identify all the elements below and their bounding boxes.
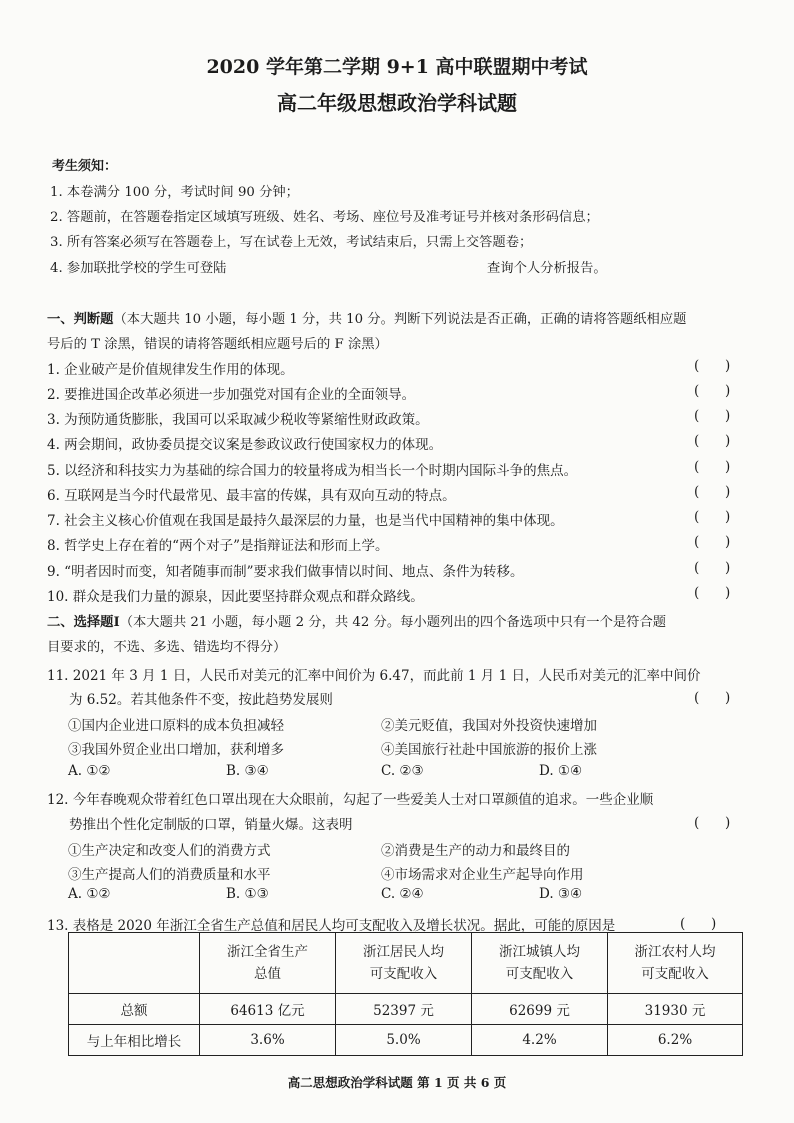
table-header-cell: 浙江城镇人均 可支配收入 xyxy=(472,933,608,994)
table-header-cell: 浙江居民人均 可支配收入 xyxy=(336,933,472,994)
notice-item: 4. 参加联批学校的学生可登陆 xyxy=(50,261,227,276)
q11-item: ③我国外贸企业出口增加，获利增多 xyxy=(68,742,284,758)
section2-desc: （本大题共 21 小题，每小题 2 分，共 42 分。每小题列出的四个备选项中只有一个是符合题 xyxy=(119,615,667,630)
notice-item: 3. 所有答案必须写在答题卷上，写在试卷上无效，考试结束后，只需上交答题卷； xyxy=(50,235,533,250)
table-cell: 64613 亿元 xyxy=(200,994,336,1025)
notice-heading: 考生须知： xyxy=(52,159,118,174)
judge-question: 10. 群众是我们力量的源泉，因此要坚持群众观点和群众路线。 xyxy=(47,589,424,605)
section1-desc-2: 号后的 T 涂黑，错误的请将答题纸相应题号后的 F 涂黑） xyxy=(47,337,388,352)
q12-choice-d: D. ③④ xyxy=(539,886,583,902)
q11-item: ②美元贬值，我国对外投资快速增加 xyxy=(381,718,597,734)
judge-question: 5. 以经济和科技实力为基础的综合国力的较量将成为相当长一个时期内国际斗争的焦点。 xyxy=(47,463,578,479)
q11-stem-2: 为 6.52。若其他条件不变，按此趋势发展则 xyxy=(69,692,333,708)
page-footer: 高二思想政治学科试题 第 1 页 共 6 页 xyxy=(287,1075,507,1090)
income-table xyxy=(68,932,743,1056)
answer-bracket: ( ) xyxy=(694,459,731,475)
answer-bracket: ( ) xyxy=(694,585,731,601)
answer-bracket: ( ) xyxy=(694,433,731,449)
exam-title: 2020 学年第二学期 9+1 高中联盟期中考试 xyxy=(206,56,588,78)
table-cell: 3.6% xyxy=(200,1025,336,1056)
table-row xyxy=(69,994,743,1025)
section2-heading xyxy=(47,611,666,630)
table-cell: 总额 xyxy=(69,994,200,1025)
judge-question: 7. 社会主义核心价值观在我国是最持久最深层的力量，也是当代中国精神的集中体现。 xyxy=(47,513,564,529)
table-cell: 4.2% xyxy=(472,1025,608,1056)
table-header-cell: 浙江农村人均 可支配收入 xyxy=(608,933,743,994)
table-cell: 与上年相比增长 xyxy=(69,1025,200,1056)
answer-bracket: ( ) xyxy=(694,509,731,525)
judge-question: 8. 哲学史上存在着的“两个对子”是指辩证法和形而上学。 xyxy=(47,538,389,554)
table-header-cell: 浙江全省生产 总值 xyxy=(200,933,336,994)
q11-item: ①国内企业进口原料的成本负担减轻 xyxy=(68,718,284,734)
answer-bracket: ( ) xyxy=(694,534,731,550)
table-cell: 6.2% xyxy=(608,1025,743,1056)
notice-item: 1. 本卷满分 100 分，考试时间 90 分钟； xyxy=(50,185,299,200)
q11-item: ④美国旅行社赴中国旅游的报价上涨 xyxy=(381,742,597,758)
section1-heading xyxy=(47,308,686,327)
table-cell: 5.0% xyxy=(336,1025,472,1056)
q11-choice-c: C. ②③ xyxy=(381,763,424,779)
table-cell: 31930 元 xyxy=(608,994,743,1025)
table-cell: 52397 元 xyxy=(336,994,472,1025)
section2-desc-2: 目要求的，不选、多选、错选均不得分） xyxy=(47,640,287,655)
judge-question: 4. 两会期间，政协委员提交议案是参政议政行使国家权力的体现。 xyxy=(47,437,443,453)
q12-item: ②消费是生产的动力和最终目的 xyxy=(381,843,570,859)
table-header-cell xyxy=(69,933,200,994)
judge-question: 2. 要推进国企改革必须进一步加强党对国有企业的全面领导。 xyxy=(47,387,416,403)
q13-stem: 13. 表格是 2020 年浙江全省生产总值和居民人均可支配收入及增长状况。据此，可能的原因是 xyxy=(47,918,616,934)
answer-bracket: ( ) xyxy=(694,484,731,500)
answer-bracket: ( ) xyxy=(694,560,731,576)
notice-item: 查询个人分析报告。 xyxy=(487,261,607,276)
q11-choice-b: B. ③④ xyxy=(226,763,269,779)
table-cell: 62699 元 xyxy=(472,994,608,1025)
q12-choice-c: C. ②④ xyxy=(381,886,424,902)
judge-question: 9. “明者因时而变，知者随事而制”要求我们做事情以时间、地点、条件为转移。 xyxy=(47,564,524,580)
answer-bracket: ( ) xyxy=(680,916,717,932)
q12-stem-2: 势推出个性化定制版的口罩，销量火爆。这表明 xyxy=(69,817,353,833)
answer-bracket: ( ) xyxy=(694,690,731,706)
judge-question: 3. 为预防通货膨胀，我国可以采取减少税收等紧缩性财政政策。 xyxy=(47,412,429,428)
q12-item: ①生产决定和改变人们的消费方式 xyxy=(68,843,271,859)
notice-item: 2. 答题前，在答题卷指定区域填写班级、姓名、考场、座位号及准考证号并核对条形码信息； xyxy=(50,210,599,225)
q11-stem: 11. 2021 年 3 月 1 日，人民币对美元的汇率中间价为 6.47，而此前 1 月 1 日，人民币对美元的汇率中间价 xyxy=(47,668,701,684)
answer-bracket: ( ) xyxy=(694,408,731,424)
q12-choice-a: A. ①② xyxy=(68,886,111,902)
judge-question: 1. 企业破产是价值规律发生作用的体现。 xyxy=(47,362,294,378)
q11-choice-d: D. ①④ xyxy=(539,763,583,779)
judge-question: 6. 互联网是当今时代最常见、最丰富的传媒，具有双向互动的特点。 xyxy=(47,488,456,504)
section2-title: 二、选择题Ⅰ xyxy=(47,615,120,630)
section1-desc: （本大题共 10 小题，每小题 1 分，共 10 分。判断下列说法是否正确，正确的请将答题纸相应题 xyxy=(113,312,687,327)
exam-subtitle: 高二年级思想政治学科试题 xyxy=(277,91,517,115)
q12-stem: 12. 今年春晚观众带着红色口罩出现在大众眼前，勾起了一些爱美人士对口罩颜值的追求。一些企业顺 xyxy=(47,792,654,808)
answer-bracket: ( ) xyxy=(694,815,731,831)
q12-item: ④市场需求对企业生产起导向作用 xyxy=(381,867,584,883)
answer-bracket: ( ) xyxy=(694,383,731,399)
q11-choice-a: A. ①② xyxy=(68,763,111,779)
table-header-row xyxy=(69,933,743,994)
section1-title: 一、判断题 xyxy=(47,312,114,327)
q12-item: ③生产提高人们的消费质量和水平 xyxy=(68,867,271,883)
q12-choice-b: B. ①③ xyxy=(226,886,269,902)
table-row xyxy=(69,1025,743,1056)
answer-bracket: ( ) xyxy=(694,358,731,374)
